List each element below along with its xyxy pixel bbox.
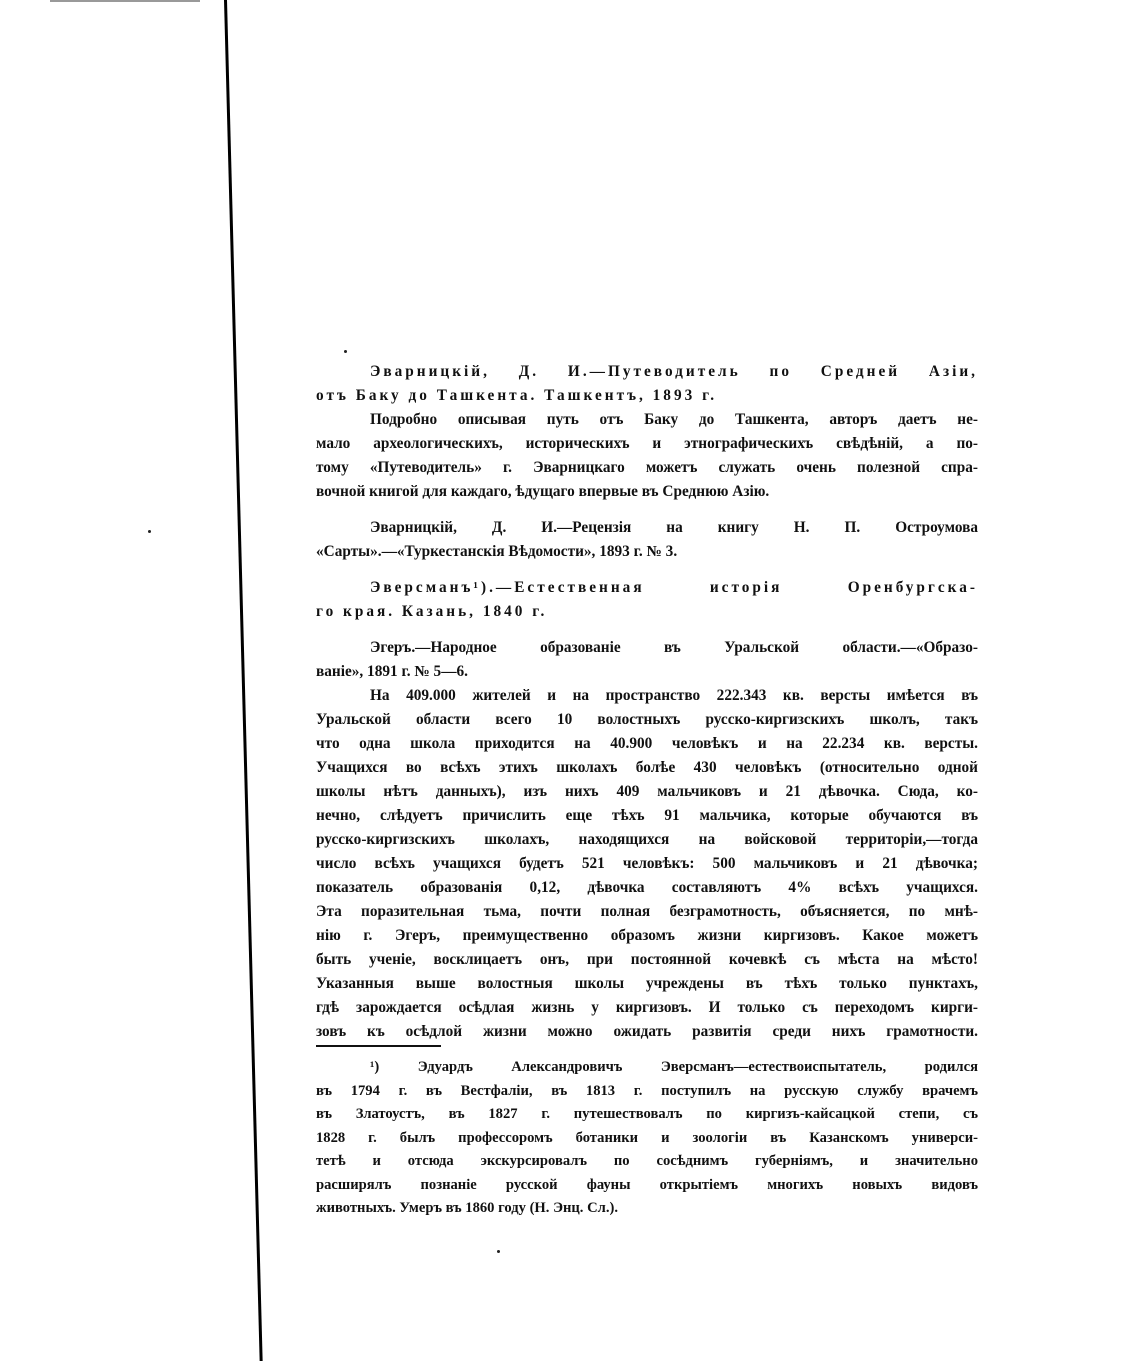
entry-heading-line: «Сарты».—«Туркестанскія Вѣдомости», 1893 г. № 3. bbox=[316, 543, 678, 560]
entry-body-line: школы нѣтъ данныхъ), изъ нихъ 409 мальчиковъ и 21 дѣвочка. Сюда, ко- bbox=[316, 783, 978, 800]
entry-evarnitsky-guide bbox=[316, 360, 978, 504]
footnote-divider bbox=[316, 1045, 441, 1047]
entry-body-line: Эта поразительная тьма, почти полная безграмотность, объясняется, по мнѣ- bbox=[316, 903, 978, 920]
footnote-line: въ 1794 г. въ Вестфаліи, въ 1813 г. поступилъ на русскую службу врачемъ bbox=[316, 1082, 978, 1099]
entry-body-line: нію г. Эгеръ, преимущественно образомъ жизни киргизовъ. Какое можетъ bbox=[316, 927, 978, 944]
entry-body-line: На 409.000 жителей и на пространство 222.343 кв. версты имѣется въ bbox=[370, 687, 978, 704]
scan-speck bbox=[497, 1250, 500, 1253]
entry-eger bbox=[316, 636, 978, 1044]
entry-body-line: нечно, слѣдуетъ причислить еще тѣхъ 91 мальчика, которые обучаются въ bbox=[316, 807, 978, 824]
entry-heading-line: отъ Баку до Ташкента. Ташкентъ, 1893 г. bbox=[316, 387, 718, 404]
entry-body-line: Уральской области всего 10 волостныхъ русско-киргизскихъ школъ, такъ bbox=[316, 711, 978, 728]
scan-speck bbox=[344, 350, 347, 353]
bibliography-text bbox=[316, 360, 978, 1056]
footnote-line: тетѣ и отсюда экскурсировалъ по сосѣднимъ губерніямъ, и значительно bbox=[316, 1153, 978, 1169]
entry-body-line: число всѣхъ учащихся будетъ 521 человѣкъ: 500 мальчиковъ и 21 дѣвочка; bbox=[316, 855, 978, 872]
entry-body-line: русско-киргизскихъ школахъ, находящихся на войсковой территоріи,—тогда bbox=[316, 831, 978, 848]
entry-body-line: показатель образованія 0,12, дѣвочка составляютъ 4% всѣхъ учащихся. bbox=[316, 879, 978, 896]
footnote-line: животныхъ. Умеръ въ 1860 году (Н. Энц. Сл.). bbox=[316, 1200, 618, 1216]
entry-body-line: Учащихся во всѣхъ этихъ школахъ болѣе 430 человѣкъ (относительно одной bbox=[316, 759, 978, 776]
footnote-line: расширялъ познаніе русской фауны открытіемъ многихъ новыхъ видовъ bbox=[316, 1176, 978, 1193]
entry-body-line: мало археологическихъ, историческихъ и этнографическихъ свѣдѣній, а по- bbox=[316, 435, 978, 452]
entry-body-line: что одна школа приходится на 40.900 человѣкъ и на 22.234 кв. версты. bbox=[316, 735, 978, 752]
entry-body-line: быть ученіе, восклицаетъ онъ, при постоянной кочевкѣ съ мѣста на мѣсто! bbox=[316, 951, 978, 968]
footnote bbox=[316, 1056, 978, 1221]
entry-body-line: гдѣ зарождается осѣдлая жизнь у киргизовъ. И только съ переходомъ кирги- bbox=[316, 999, 978, 1016]
entry-body-line: зовъ къ осѣдлой жизни можно ожидать развитія среди нихъ грамотности. bbox=[316, 1023, 978, 1040]
entry-body-line: вочной книгой для каждаго, ѣдущаго впервые въ Среднюю Азію. bbox=[316, 483, 770, 500]
entry-eversmann bbox=[316, 576, 978, 624]
entry-heading-line: Эварницкій, Д. И.—Путеводитель по Средней Азіи, bbox=[370, 363, 978, 380]
entry-heading-line: Эварницкій, Д. И.—Рецензія на книгу Н. П. Остроумова bbox=[370, 519, 978, 536]
entry-heading-line: Эверсманъ¹).—Естественная исторія Оренбургска- bbox=[370, 579, 978, 596]
entry-body-line: Подробно описывая путь отъ Баку до Ташкента, авторъ даетъ не- bbox=[370, 411, 978, 428]
entry-body-line: Указанныя выше волостныя школы учреждены въ тѣхъ только пунктахъ, bbox=[316, 975, 978, 992]
scan-speck bbox=[148, 530, 151, 533]
footnote-line: 1828 г. былъ профессоромъ ботаники и зоологіи въ Казанскомъ универси- bbox=[316, 1129, 978, 1146]
entry-evarnitsky-review bbox=[316, 516, 978, 564]
page-binding-line bbox=[224, 0, 263, 1361]
scan-edge-mark bbox=[50, 0, 200, 2]
entry-heading-line: ваніе», 1891 г. № 5—6. bbox=[316, 663, 468, 680]
footnote-line: ¹) Эдуардъ Александровичъ Эверсманъ—естествоиспытатель, родился bbox=[370, 1059, 978, 1075]
footnote-line: въ Златоустъ, въ 1827 г. путешествовалъ по киргизъ-кайсацкой степи, съ bbox=[316, 1106, 978, 1122]
entry-heading-line: го края. Казань, 1840 г. bbox=[316, 603, 548, 620]
entry-heading-line: Эгеръ.—Народное образованіе въ Уральской области.—«Образо- bbox=[370, 639, 978, 656]
entry-body-line: тому «Путеводитель» г. Эварницкаго можетъ служать очень полезной спра- bbox=[316, 459, 978, 476]
